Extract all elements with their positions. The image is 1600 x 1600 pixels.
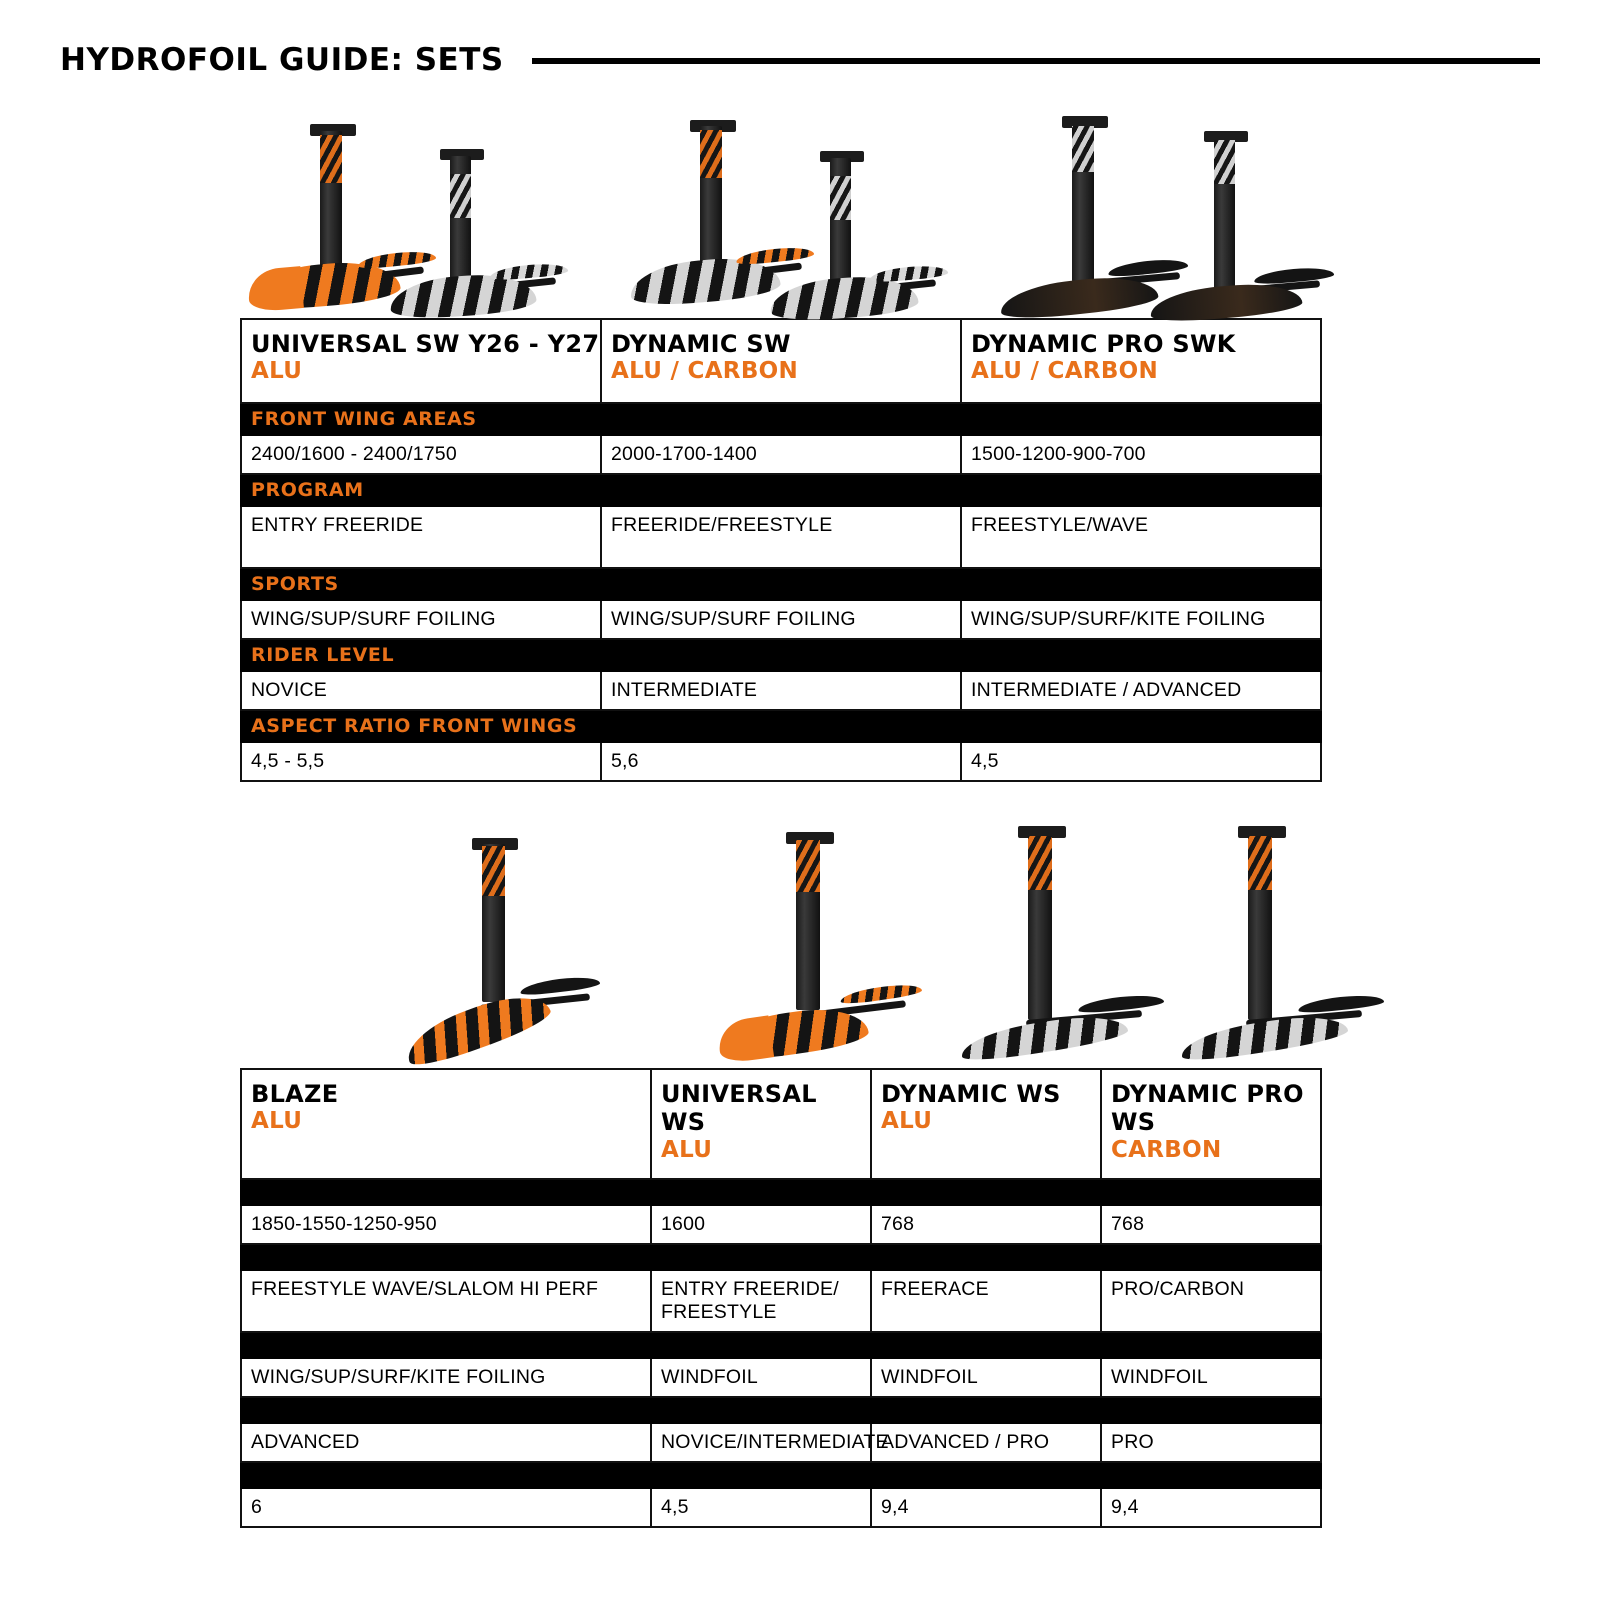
table-row: [241, 1488, 1321, 1527]
dynamic-pro-ws-foil-icon: [1180, 818, 1390, 1058]
cell2-aspect-ratio-3: 9,4: [1101, 1488, 1321, 1527]
foil-universal-sw-group: [240, 113, 570, 318]
table1-col-1-header: DYNAMIC SW ALU / CARBON: [601, 319, 961, 403]
cell2-sports-3: WINDFOIL: [1101, 1358, 1321, 1397]
table1-col-2-header: DYNAMIC PRO SWK ALU / CARBON: [961, 319, 1321, 403]
table-row: [241, 1270, 1321, 1332]
dynamic-pro-swk-foil-b-icon: [1150, 120, 1340, 318]
cell-program-0: ENTRY FREERIDE: [241, 506, 601, 568]
table-row: [241, 600, 1321, 639]
table-row: [241, 506, 1321, 568]
table-row: [241, 435, 1321, 474]
cell2-sports-0: WING/SUP/SURF/KITE FOILING: [241, 1358, 651, 1397]
foil-illustrations-row-1: [60, 100, 1540, 318]
cell2-front-wing-areas-2: 768: [871, 1205, 1101, 1244]
table-row: [241, 742, 1321, 781]
spec-table-windsurf: [240, 1068, 1322, 1528]
cell2-sports-1: WINDFOIL: [651, 1358, 871, 1397]
foil-dynamic-sw-group: [620, 108, 950, 318]
page-header: [60, 0, 1540, 78]
cell-rider-level-0: NOVICE: [241, 671, 601, 710]
universal-ws-foil-icon: [720, 822, 920, 1058]
table-row: [241, 1423, 1321, 1462]
cell-sports-1: WING/SUP/SURF FOILING: [601, 600, 961, 639]
cell-program-2: FREESTYLE/WAVE: [961, 506, 1321, 568]
cell2-aspect-ratio-2: 9,4: [871, 1488, 1101, 1527]
table2-col-2-header: DYNAMIC WS ALU: [871, 1069, 1101, 1179]
cell-front-wing-areas-0: 2400/1600 - 2400/1750: [241, 435, 601, 474]
cell-aspect-ratio-1: 5,6: [601, 742, 961, 781]
cell2-front-wing-areas-1: 1600: [651, 1205, 871, 1244]
section-header-aspect-ratio: ASPECT RATIO FRONT WINGS: [241, 710, 1321, 742]
table-row: [241, 671, 1321, 710]
section-header-rider-level-2: [241, 1397, 1321, 1423]
cell-front-wing-areas-2: 1500-1200-900-700: [961, 435, 1321, 474]
dynamic-ws-foil-icon: [960, 818, 1170, 1058]
universal-sw-foil-grey-icon: [390, 138, 570, 318]
page-title: HYDROFOIL GUIDE: SETS: [60, 42, 504, 78]
section-header-front-wing-areas-2: [241, 1179, 1321, 1205]
spec-table-surf-wing: [240, 318, 1322, 782]
section-header-sports: SPORTS: [241, 568, 1321, 600]
cell2-rider-level-3: PRO: [1101, 1423, 1321, 1462]
cell-aspect-ratio-0: 4,5 - 5,5: [241, 742, 601, 781]
table-row-headers: [241, 319, 1321, 403]
section-header-front-wing-areas: FRONT WING AREAS: [241, 403, 1321, 435]
header-divider: [532, 58, 1540, 64]
dynamic-sw-foil-b-icon: [770, 140, 950, 318]
table-row: [241, 1358, 1321, 1397]
cell2-aspect-ratio-1: 4,5: [651, 1488, 871, 1527]
cell2-front-wing-areas-3: 768: [1101, 1205, 1321, 1244]
section-header-program-2: [241, 1244, 1321, 1270]
section-header-aspect-ratio-2: [241, 1462, 1321, 1488]
cell2-aspect-ratio-0: 6: [241, 1488, 651, 1527]
cell-sports-0: WING/SUP/SURF FOILING: [241, 600, 601, 639]
cell-rider-level-1: INTERMEDIATE: [601, 671, 961, 710]
section-header-rider-level: RIDER LEVEL: [241, 639, 1321, 671]
cell2-front-wing-areas-0: 1850-1550-1250-950: [241, 1205, 651, 1244]
cell-rider-level-2: INTERMEDIATE / ADVANCED: [961, 671, 1321, 710]
table2-col-0-header: BLAZE ALU: [241, 1069, 651, 1179]
cell2-program-1: ENTRY FREERIDE/ FREESTYLE: [651, 1270, 871, 1332]
cell2-program-2: FREERACE: [871, 1270, 1101, 1332]
cell2-rider-level-1: NOVICE/INTERMEDIATE: [651, 1423, 871, 1462]
cell2-rider-level-2: ADVANCED / PRO: [871, 1423, 1101, 1462]
cell-program-1: FREERIDE/FREESTYLE: [601, 506, 961, 568]
table-row: [241, 1205, 1321, 1244]
section-header-sports-2: [241, 1332, 1321, 1358]
cell2-rider-level-0: ADVANCED: [241, 1423, 651, 1462]
cell2-sports-2: WINDFOIL: [871, 1358, 1101, 1397]
foil-illustrations-row-2: [60, 818, 1540, 1068]
table2-col-1-header: UNIVERSAL WS ALU: [651, 1069, 871, 1179]
table-row-headers: [241, 1069, 1321, 1179]
section-header-program: PROGRAM: [241, 474, 1321, 506]
blaze-foil-icon: [390, 828, 590, 1058]
cell-aspect-ratio-2: 4,5: [961, 742, 1321, 781]
cell2-program-0: FREESTYLE WAVE/SLALOM HI PERF: [241, 1270, 651, 1332]
table2-col-3-header: DYNAMIC PRO WS CARBON: [1101, 1069, 1321, 1179]
cell-sports-2: WING/SUP/SURF/KITE FOILING: [961, 600, 1321, 639]
cell2-program-3: PRO/CARBON: [1101, 1270, 1321, 1332]
cell-front-wing-areas-1: 2000-1700-1400: [601, 435, 961, 474]
table1-col-0-header: UNIVERSAL SW Y26 - Y27 ALU: [241, 319, 601, 403]
foil-dynamic-pro-swk-group: [990, 106, 1320, 318]
